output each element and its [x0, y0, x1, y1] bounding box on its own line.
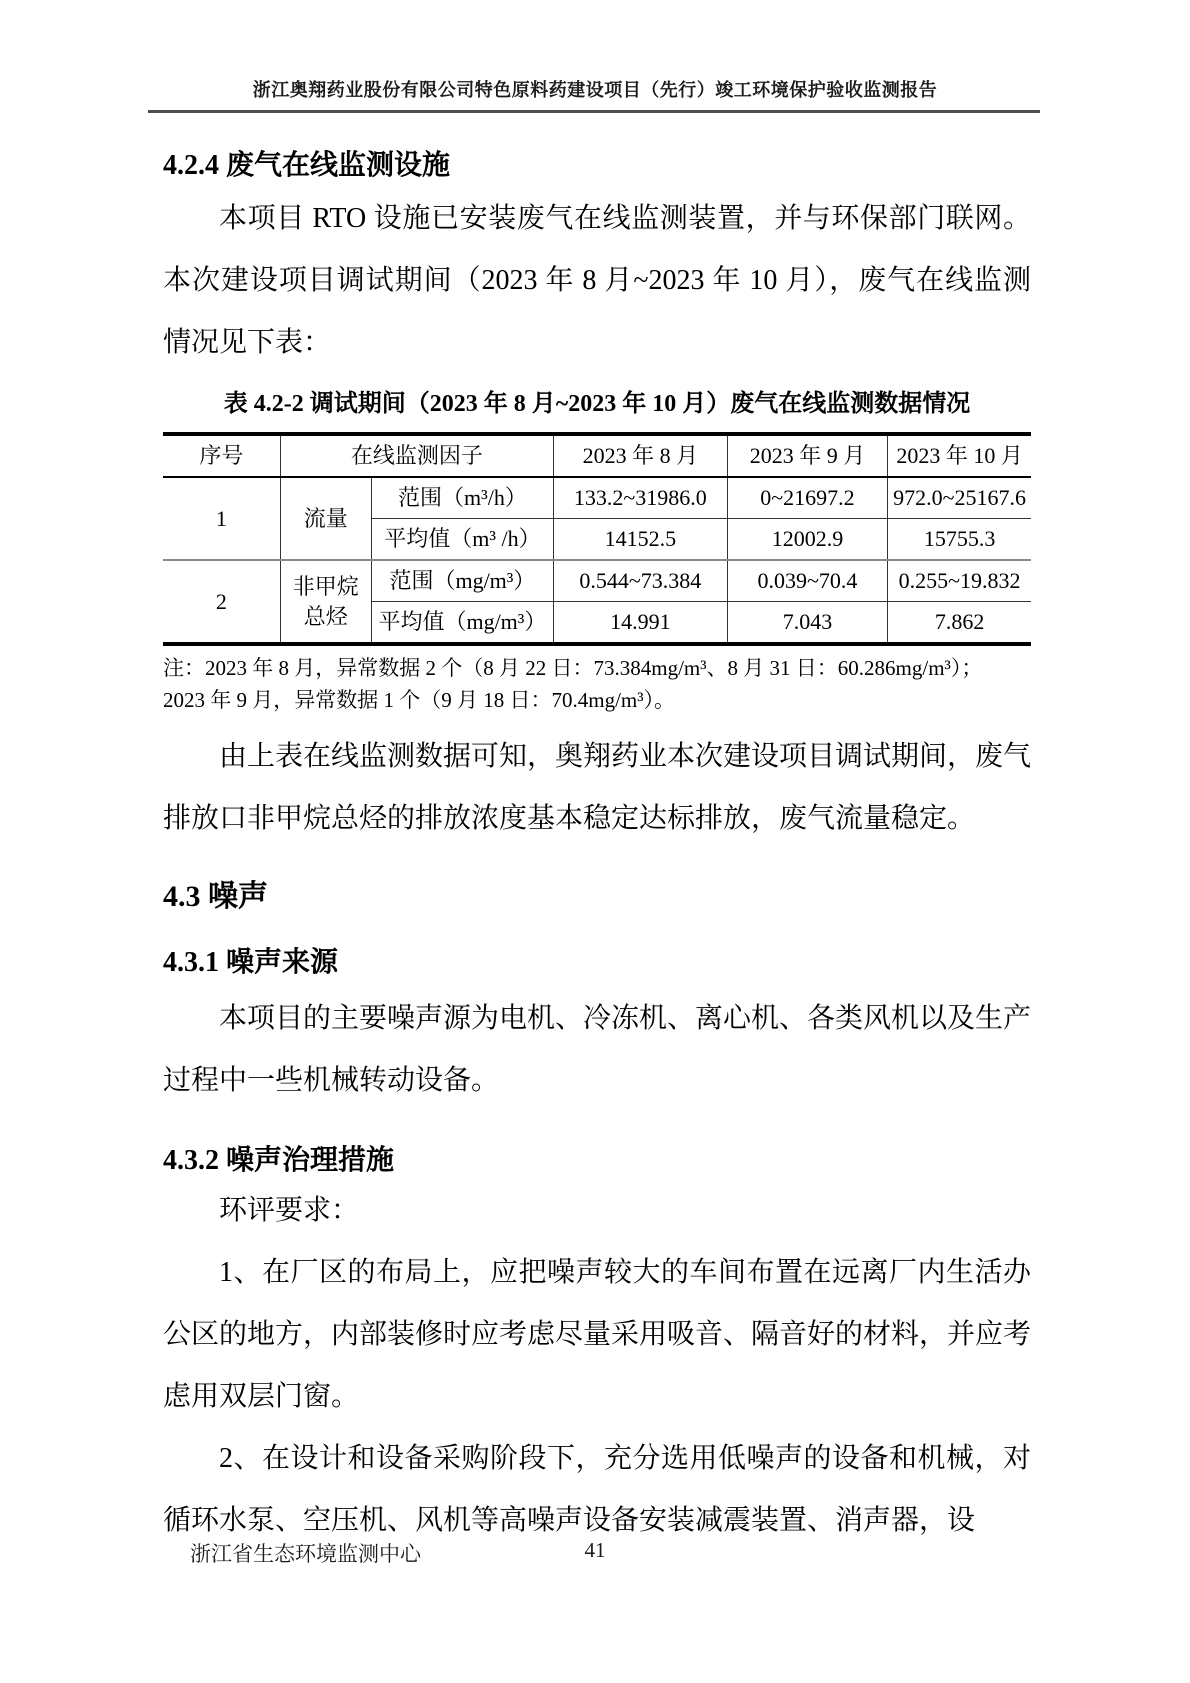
table-cell-metric: 范围（m³/h）: [371, 477, 553, 519]
table-cell-value: 972.0~25167.6: [888, 477, 1031, 519]
table-notes: [163, 652, 1031, 716]
table-cell-value: 7.043: [727, 602, 888, 645]
section-heading-4-2-4: 4.2.4 废气在线监测设施: [163, 150, 451, 181]
table-cell-no: 1: [163, 477, 280, 560]
paragraph-noise-measure-1: 1、在厂区的布局上，应把噪声较大的车间布置在远离厂内生活办公区的地方，内部装修时应考虑尽量采用吸音、隔音好的材料，并应考虑用双层门窗。: [163, 1257, 1032, 1412]
table-header-row: [163, 434, 1031, 477]
table-cell-metric: 范围（mg/m³）: [371, 560, 553, 602]
table-cell-value: 0.039~70.4: [727, 560, 888, 602]
section-heading-4-3-2: 4.3.2 噪声治理措施: [163, 1145, 395, 1176]
col-header-oct: 2023 年 10 月: [888, 434, 1031, 477]
table-cell-value: 12002.9: [727, 519, 888, 561]
table-cell-value: 133.2~31986.0: [554, 477, 728, 519]
table-cell-no: 2: [163, 560, 280, 644]
table-cell-factor: 流量: [280, 477, 371, 560]
table-cell-value: 14152.5: [554, 519, 728, 561]
table-cell-value: 7.862: [888, 602, 1031, 645]
paragraph-noise-measure-2: 2、在设计和设备采购阶段下，充分选用低噪声的设备和机械，对循环水泵、空压机、风机等高噪声设备安装减震装置、消声器，设: [163, 1443, 1031, 1536]
table-row: [163, 477, 1031, 519]
col-header-sep: 2023 年 9 月: [727, 434, 888, 477]
paragraph-online-monitoring-intro: 本项目 RTO 设施已安装废气在线监测装置，并与环保部门联网。本次建设项目调试期间（2023 年 8 月~2023 年 10 月），废气在线监测情况见下表：: [163, 203, 1031, 358]
col-header-aug: 2023 年 8 月: [554, 434, 728, 477]
table-note-line: 2023 年 9 月，异常数据 1 个（9 月 18 日：70.4mg/m³）。: [163, 688, 676, 712]
online-monitoring-data-table: [163, 432, 1031, 646]
table-cell-value: 0.544~73.384: [554, 560, 728, 602]
footer-page-number: 41: [584, 1538, 606, 1562]
section-heading-4-3: 4.3 噪声: [163, 880, 268, 913]
footer-organization: 浙江省生态环境监测中心: [190, 1542, 421, 1566]
table-cell-value: 0~21697.2: [727, 477, 888, 519]
paragraph-table-conclusion: 由上表在线监测数据可知，奥翔药业本次建设项目调试期间，废气排放口非甲烷总烃的排放浓度基本稳定达标排放，废气流量稳定。: [163, 741, 1032, 834]
page-body: [163, 128, 1031, 1552]
section-heading-4-3-1: 4.3.1 噪声来源: [163, 947, 339, 978]
col-header-factor: 在线监测因子: [280, 434, 553, 477]
table-cell-metric: 平均值（m³ /h）: [371, 519, 553, 561]
col-header-no: 序号: [163, 434, 280, 477]
paragraph-noise-sources: 本项目的主要噪声源为电机、冷冻机、离心机、各类风机以及生产过程中一些机械转动设备。: [163, 1003, 1032, 1096]
page-header-title: 浙江奥翔药业股份有限公司特色原料药建设项目（先行）竣工环境保护验收监测报告: [252, 80, 938, 100]
paragraph-eia-requirements-label: 环评要求：: [219, 1195, 360, 1226]
table-cell-factor: 非甲烷总烃: [280, 560, 371, 644]
table-row: [163, 560, 1031, 602]
table-note-line: 注：2023 年 8 月，异常数据 2 个（8 月 22 日：73.384mg/m³、8 月 31 日：60.286mg/m³）；: [163, 656, 983, 680]
header-divider: [148, 110, 1040, 113]
table-cell-metric: 平均值（mg/m³）: [371, 602, 553, 645]
table-caption: 表 4.2-2 调试期间（2023 年 8 月~2023 年 10 月）废气在线监测数据情况: [223, 391, 971, 417]
table-cell-value: 15755.3: [888, 519, 1031, 561]
table-cell-value: 0.255~19.832: [888, 560, 1031, 602]
table-cell-value: 14.991: [554, 602, 728, 645]
